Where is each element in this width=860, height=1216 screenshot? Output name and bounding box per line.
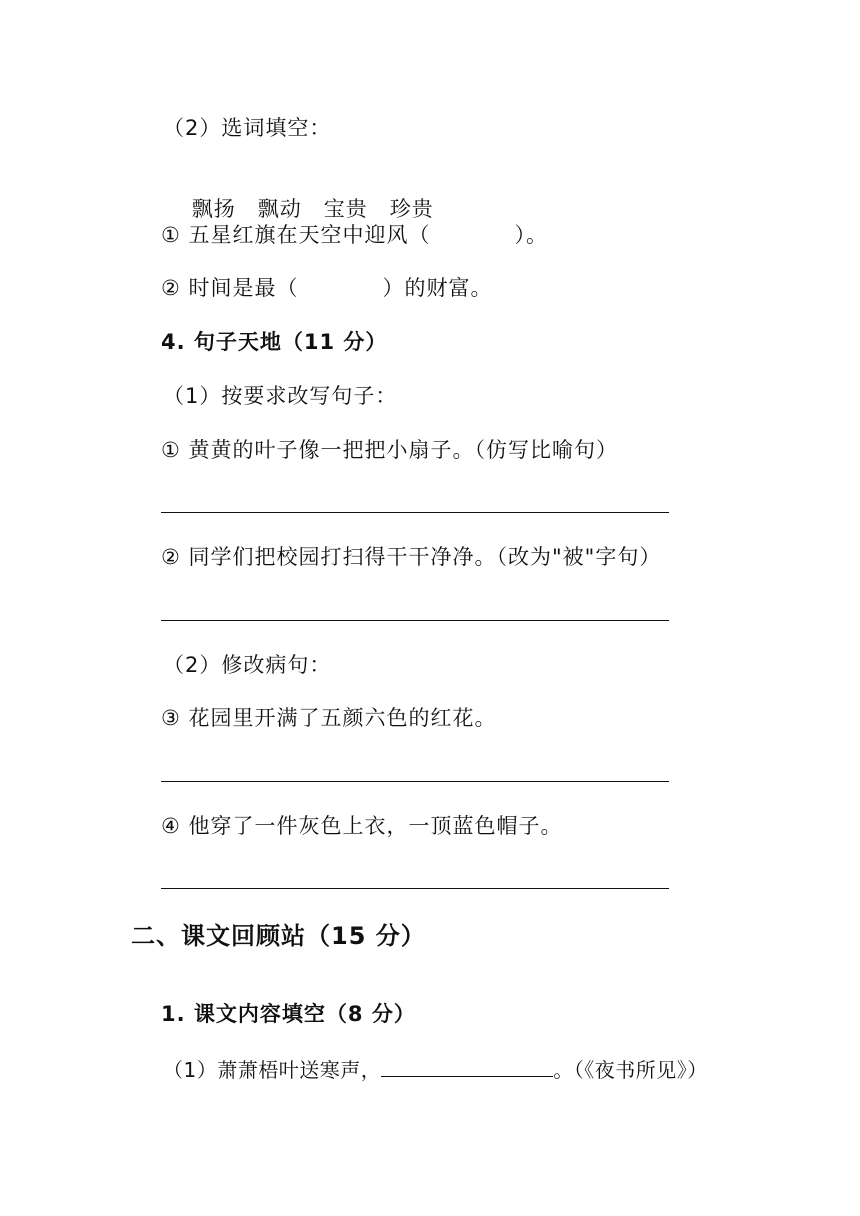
question-text: ② 时间是最（ — [161, 276, 299, 300]
rewrite-item-1: ① 黄黄的叶子像一把把小扇子。（仿写比喻句） — [161, 438, 618, 462]
rewrite-subtitle: （1）按要求改写句子： — [163, 384, 398, 408]
section-2-title: 二、课文回顾站（15 分） — [131, 922, 426, 950]
word-option: 珍贵 — [389, 197, 434, 221]
question-text: ① 五星红旗在天空中迎风（ — [161, 223, 431, 247]
fill-in-question-2 — [161, 274, 493, 302]
word-option: 飘扬 — [191, 197, 236, 221]
question-text: ）的财富。 — [382, 276, 493, 300]
poem-source: 。（《夜书所见》） — [553, 1058, 708, 1082]
rewrite-item-2: ② 同学们把校园打扫得干干净净。（改为"被"字句） — [161, 545, 662, 569]
question-4-title: 4. 句子天地（11 分） — [161, 330, 388, 354]
answer-line[interactable] — [161, 781, 669, 782]
question-text: ）。 — [514, 223, 549, 247]
correction-subtitle: （2）修改病句： — [163, 653, 332, 677]
word-option: 宝贵 — [323, 197, 368, 221]
correction-item-3: ③ 花园里开满了五颜六色的红花。 — [161, 706, 497, 730]
answer-line[interactable] — [161, 888, 669, 889]
section-2-question-1-title: 1. 课文内容填空（8 分） — [161, 1002, 416, 1026]
answer-line[interactable] — [161, 620, 669, 621]
answer-line[interactable] — [161, 512, 669, 513]
poem-answer-blank[interactable] — [381, 1054, 553, 1077]
poem-fill-line-1 — [163, 1054, 708, 1084]
fill-in-question-1 — [161, 221, 548, 249]
poem-text: （1）萧萧梧叶送寒声， — [163, 1058, 382, 1082]
correction-item-4: ④ 他穿了一件灰色上衣，一顶蓝色帽子。 — [161, 814, 563, 838]
word-option: 飘动 — [257, 197, 302, 221]
fill-in-title: （2）选词填空： — [163, 116, 332, 140]
